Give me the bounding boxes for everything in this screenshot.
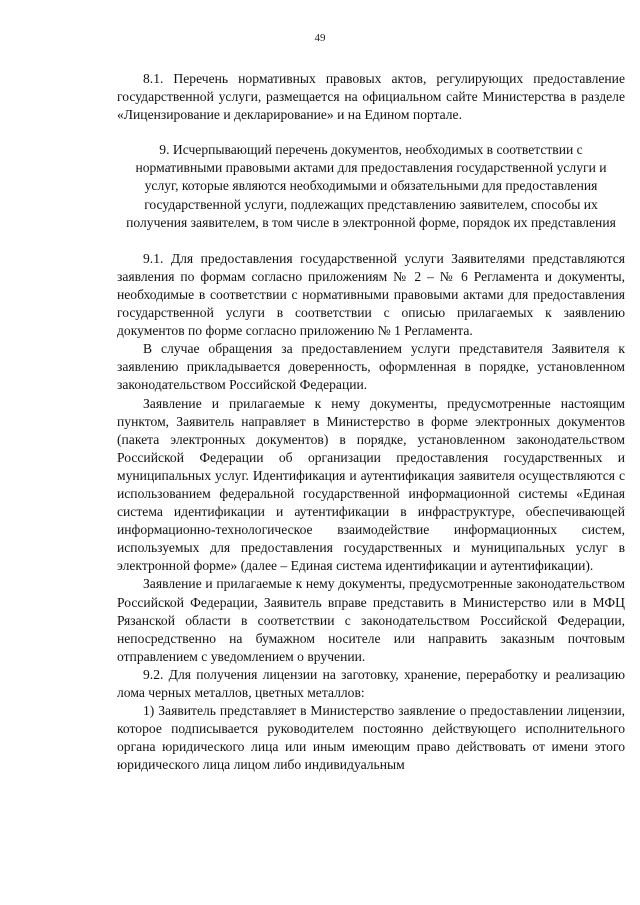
page-number: 49 (314, 32, 326, 44)
section-heading-9: 9. Исчерпывающий перечень документов, необходимых в соответствии с нормативными правовыми актами для предоставления государственной услуги и услуг, которые являются необходимыми и обязательными для предоставления государственной услуги, подлежащих представлению заявителем, способы их получения заявителем, в том числе в электронной форме, порядок их представления (126, 142, 616, 230)
paragraph-9-2: 9.2. Для получения лицензии на заготовку, хранение, переработку и реализацию лома черных металлов, цветных металлов: (117, 666, 625, 700)
paragraph-electronic-submission: Заявление и прилагаемые к нему документы, предусмотренные настоящим пунктом, Заявитель направляет в Министерство в форме электронных документов (пакета электронных документов) в порядке, установленном законодательством Российской Федерации об организации предоставления государственных и муниципальных услуг. Идентификация и аутентификация заявителя осуществляются с использованием федеральной государственной информационной системы «Единая система идентификации и аутентификации в инфраструктуре, обеспечивающей информационно-технологическое взаимодействие информационных систем, используемых для предоставления государственных и муниципальных услуг в электронной форме» (далее – Единая система идентификации и аутентификации). (117, 395, 625, 574)
paragraph-representative: В случае обращения за предоставлением услуги представителя Заявителя к заявлению прикладывается доверенность, оформленная в порядке, установленном законодательством Российской Федерации. (117, 341, 625, 393)
paragraph-9-2-item-1: 1) Заявитель представляет в Министерство заявление о предоставлении лицензии, которое подписывается руководителем постоянно действующего исполнительного органа юридического лица или иным имеющим право действовать от имени этого юридического лица лицом либо индивидуальным (117, 703, 625, 773)
paragraph-9-1: 9.1. Для предоставления государственной услуги Заявителями представляются заявления по формам согласно приложениям № 2 – № 6 Регламента и документы, необходимые в соответствии с нормативными правовыми актами для предоставления государственной услуги в соответствии с описью прилагаемых к заявлению документов по форме согласно приложению № 1 Регламента. (117, 250, 625, 339)
paragraph-8-1: 8.1. Перечень нормативных правовых актов, регулирующих предоставление государственной услуги, размещается на официальном сайте Министерства в разделе «Лицензирование и декларирование» и на Едином портале. (117, 71, 625, 123)
document-body (117, 70, 625, 774)
paragraph-paper-submission: Заявление и прилагаемые к нему документы, предусмотренные законодательством Российской Федерации, Заявитель вправе представить в Министерство или в МФЦ Рязанской области в соответствии с законодательством Российской Федерации, непосредственно на бумажном носителе или направить заказным почтовым отправлением с уведомлением о вручении. (117, 576, 625, 664)
